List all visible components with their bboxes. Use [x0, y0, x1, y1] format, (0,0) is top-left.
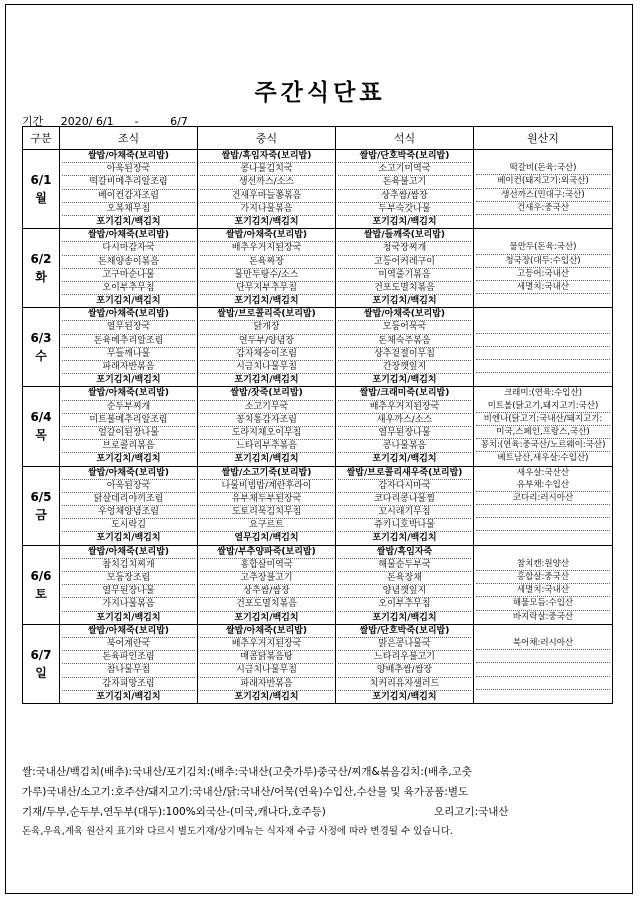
lunch-item: 포기김치/백김치: [234, 691, 299, 702]
lunch-item: 생선까스/소스: [200, 176, 333, 189]
breakfast-item: 포기김치/백김치: [96, 375, 161, 386]
day-date: 6/5: [30, 489, 52, 504]
lunch-item: 배추우거지된장국: [200, 242, 333, 255]
origin-item: [476, 320, 610, 333]
day-weekday: 수: [35, 349, 47, 364]
breakfast-item: 쌀밥/아채죽(보리밥): [62, 387, 195, 400]
lunch-item: 홍합살미역국: [200, 559, 333, 572]
lunch-item: 쌀밥/부추양파죽(보리밥): [200, 546, 333, 559]
dinner-item: 치커리유자샐러드: [338, 678, 471, 691]
dinner-item: 소고기미역국: [338, 163, 471, 176]
dinner-cell: [336, 150, 474, 229]
period-label: 기간: [22, 115, 44, 128]
day-label-cell: [23, 466, 60, 545]
origin-item: [476, 294, 610, 306]
lunch-item: 시금치나물무침: [200, 361, 333, 374]
origin-item: 비엔나(닭고기:국내산/돼지고기:: [476, 413, 610, 426]
breakfast-item: 감자피망조림: [62, 678, 195, 691]
header-dinner: 석식: [336, 127, 474, 150]
day-date: 6/3: [30, 331, 52, 346]
dinner-item: 포기김치/백김치: [372, 533, 437, 544]
breakfast-item: 가지나물볶음: [62, 598, 195, 611]
dinner-item: 청국장찌개: [338, 242, 471, 255]
origin-item: 미국,스페인,프랑스,국산): [476, 426, 610, 439]
page-title: 주간식단표: [254, 80, 386, 106]
day-date: 6/7: [30, 647, 52, 662]
origin-item: 건새우:중국산: [476, 202, 610, 215]
dinner-item: 모둠어묵국: [338, 321, 471, 334]
lunch-item: 쌀밥/잣죽(보리밥): [200, 387, 333, 400]
lunch-item: 가지나물볶음: [200, 203, 333, 216]
breakfast-item: 쌀밥/아채죽(보리밥): [62, 546, 195, 559]
lunch-item: 감자채숭이조림: [200, 348, 333, 361]
breakfast-item: 열무된장국: [62, 321, 195, 334]
header-row: [23, 127, 613, 150]
lunch-item: 소고기무국: [200, 401, 333, 414]
origin-cell: [474, 308, 613, 387]
day-row: [23, 150, 613, 229]
breakfast-item: 참치김치찌개: [62, 559, 195, 572]
day-row: [23, 229, 613, 308]
day-row: [23, 308, 613, 387]
breakfast-item: 떡갈비메추리알조림: [62, 176, 195, 189]
origin-item: [476, 347, 610, 360]
period-start: 2020/ 6/1: [60, 115, 114, 128]
dinner-cell: [336, 466, 474, 545]
breakfast-item: 포기김치/백김치: [96, 612, 161, 623]
breakfast-item: 돈채양송이볶음: [62, 256, 195, 269]
breakfast-item: 베이컨감자조림: [62, 190, 195, 203]
lunch-item: 콩나물김치국: [200, 163, 333, 176]
origin-item: 홍합살:중국산: [476, 571, 610, 584]
lunch-item: 돈육짜장: [200, 256, 333, 269]
lunch-cell: [198, 624, 336, 703]
dinner-item: 코다리콩나물찜: [338, 493, 471, 506]
lunch-item: 상추쌈/쌈장: [200, 585, 333, 598]
origin-item: [476, 360, 610, 373]
day-row: [23, 387, 613, 466]
dinner-item: 돈육장채: [338, 572, 471, 585]
breakfast-cell: [60, 466, 198, 545]
breakfast-item: 돈육메추리알조림: [62, 335, 195, 348]
dinner-item: 쌀밥/아채죽(보리밥): [338, 308, 471, 321]
breakfast-item: 닭살데리야끼조림: [62, 493, 195, 506]
lunch-item: 물만두탕수/소스: [200, 269, 333, 282]
dinner-item: 열무된장나물: [338, 427, 471, 440]
dinner-item: 포기김치/백김치: [372, 296, 437, 307]
breakfast-item: 포기김치/백김치: [96, 296, 161, 307]
origin-cell: [474, 624, 613, 703]
origin-item: [476, 663, 610, 676]
dinner-item: 쌀밥/단호박죽(보리밥): [338, 150, 471, 163]
footer-line-2: 가루)국내산/소고기:호주산/돼지고기:국내산/닭:국내산/어묵(연육)수입산,수산물 및 육가공품:별도: [22, 786, 469, 798]
lunch-item: 연두부/양념장: [200, 335, 333, 348]
origin-item: [476, 308, 610, 320]
dinner-item: 상추쌈/쌈장: [338, 190, 471, 203]
header-origin: 원산지: [474, 127, 613, 150]
lunch-item: 배추우거지된장국: [200, 638, 333, 651]
breakfast-item: 고구마순나물: [62, 269, 195, 282]
lunch-item: 포기김치/백김치: [234, 454, 299, 465]
menu-table: [22, 126, 613, 704]
origin-item: [476, 215, 610, 227]
dinner-item: 돈채숙주볶음: [338, 335, 471, 348]
breakfast-item: 파래자반볶음: [62, 361, 195, 374]
origin-item: [476, 373, 610, 385]
lunch-item: 포기김치/백김치: [234, 612, 299, 623]
lunch-cell: [198, 466, 336, 545]
origin-item: 베트남산,새우살:수입산): [497, 453, 589, 464]
breakfast-cell: [60, 624, 198, 703]
day-date: 6/4: [30, 410, 52, 425]
day-label-cell: [23, 150, 60, 229]
origin-item: 꽁치:(연육:중국산/노르웨이:국산): [476, 439, 610, 452]
origin-item: 베이컨(돼지고기:외국산): [476, 175, 610, 188]
breakfast-item: 오이부추무침: [62, 282, 195, 295]
lunch-item: 고추장불고기: [200, 572, 333, 585]
day-date: 6/2: [30, 252, 52, 267]
breakfast-cell: [60, 308, 198, 387]
dinner-item: 쌀밥/크래미죽(보리밥): [338, 387, 471, 400]
breakfast-cell: [60, 229, 198, 308]
lunch-item: 쌀밥/흑임자죽(보리밥): [200, 150, 333, 163]
dinner-item: 감자다시마국: [338, 480, 471, 493]
lunch-item: 도토리묵김치무침: [200, 506, 333, 519]
lunch-item: 포기김치/백김치: [234, 216, 299, 227]
header-category: 구분: [23, 127, 60, 150]
breakfast-item: 포기김치/백김치: [96, 533, 161, 544]
breakfast-cell: [60, 545, 198, 624]
origin-item: 고등어:국내산: [476, 268, 610, 281]
breakfast-item: 다시마감자국: [62, 242, 195, 255]
lunch-item: 열무김치/백김치: [234, 533, 299, 544]
lunch-item: 건포도멸치볶음: [200, 598, 333, 611]
breakfast-item: 오복채무침: [62, 203, 195, 216]
dinner-item: 건포도멸치볶음: [338, 282, 471, 295]
breakfast-item: 포기김치/백김치: [96, 454, 161, 465]
dinner-item: 포기김치/백김치: [372, 612, 437, 623]
day-label-cell: [23, 624, 60, 703]
footer-line-3: [22, 802, 622, 822]
breakfast-item: 쌀밥/아채죽(보리밥): [62, 625, 195, 638]
origin-item: 세멸치:국내산: [476, 281, 610, 294]
breakfast-cell: [60, 150, 198, 229]
origin-item: [476, 334, 610, 347]
breakfast-item: 쌀밥/아채죽(보리밥): [62, 308, 195, 321]
dinner-item: 오이부추무침: [338, 598, 471, 611]
dinner-item: 맑은콩나물국: [338, 638, 471, 651]
day-weekday: 금: [35, 507, 47, 522]
lunch-item: 나물비빔밥/계란후라이: [200, 480, 333, 493]
header-lunch: 중식: [198, 127, 336, 150]
day-row: [23, 624, 613, 703]
footer-line-1: 쌀:국내산/백김치(배추):국내산/포기김치:(배추:국내산(고춧가루)중국산/찌개&볶음김치:(배추,고춧: [22, 766, 472, 778]
day-date: 6/1: [30, 173, 52, 188]
breakfast-item: 모둠장조림: [62, 572, 195, 585]
dinner-item: 느타리우불고기: [338, 651, 471, 664]
lunch-cell: [198, 387, 336, 466]
origin-item: 새우살:국산산: [516, 467, 570, 478]
dinner-item: 포기김치/백김치: [372, 454, 437, 465]
breakfast-item: 북어계란국: [62, 638, 195, 651]
dinner-item: 쌀밥/흑임자죽: [338, 546, 471, 559]
breakfast-item: 우엉채양념조림: [62, 506, 195, 519]
origin-cell: [474, 466, 613, 545]
lunch-item: 꽁치통감자조림: [200, 414, 333, 427]
day-row: [23, 466, 613, 545]
origin-item: 바지락살:중국산: [512, 611, 574, 622]
day-weekday: 일: [35, 665, 47, 680]
lunch-item: 도라지채오이무침: [200, 427, 333, 440]
origin-item: [476, 505, 610, 518]
dinner-item: 콩나물볶음: [338, 440, 471, 453]
dinner-item: 쌀밥/단호박죽(보리밥): [338, 625, 471, 638]
dinner-item: 고등어커레구이: [338, 256, 471, 269]
breakfast-item: 쌀밥/아채죽(보리밥): [62, 229, 195, 242]
dinner-item: 꼬시래기무침: [338, 506, 471, 519]
lunch-item: 요구르트: [200, 519, 333, 532]
lunch-item: 포기김치/백김치: [234, 375, 299, 386]
origin-item: 참치캔:원양산: [476, 558, 610, 571]
origin-item: [476, 229, 610, 241]
footer-line-3-text: 기재/두부,순두부,연두부(대두):100%외국산-(미국,캐나다,호주등): [22, 806, 326, 818]
dinner-item: 해물순두부국: [338, 559, 471, 572]
dinner-cell: [336, 229, 474, 308]
footer-line-4: 돈육,우육,계육 원산지 표기와 다르시 별도기재/상기메뉴는 식자재 수급 사정에 따라 변경될 수 있습니다.: [22, 826, 453, 837]
lunch-item: 쌀밥/브로콜리죽(보리밥): [200, 308, 333, 321]
breakfast-item: 도시락김: [62, 519, 195, 532]
origin-item: [476, 625, 610, 637]
origin-item: [476, 690, 610, 702]
lunch-item: 건새우마늘쫑볶음: [200, 190, 333, 203]
day-weekday: 월: [35, 191, 47, 206]
breakfast-item: 쌀밥/아채죽(보리밥): [62, 467, 195, 480]
dinner-item: 쌀밥/들깨죽(보리밥): [338, 229, 471, 242]
dinner-cell: [336, 545, 474, 624]
lunch-cell: [198, 150, 336, 229]
origin-item: 유부채:수입산: [476, 479, 610, 492]
lunch-item: 포기김치/백김치: [234, 296, 299, 307]
lunch-item: 단무지부추무침: [200, 282, 333, 295]
lunch-item: 시금치나물무침: [200, 664, 333, 677]
breakfast-item: 아욱된장국: [62, 163, 195, 176]
origin-item: 해물모듬:수입산: [476, 597, 610, 610]
dinner-cell: [336, 308, 474, 387]
breakfast-item: 포기김치/백김치: [96, 216, 161, 227]
origin-item: [476, 546, 610, 558]
day-weekday: 목: [35, 428, 47, 443]
origin-cell: [474, 150, 613, 229]
breakfast-item: 쌀밥/아채죽(보리밥): [62, 150, 195, 163]
day-weekday: 토: [35, 586, 47, 601]
day-label-cell: [23, 545, 60, 624]
origin-item: 청국장(대두:수입산): [476, 255, 610, 268]
breakfast-cell: [60, 387, 198, 466]
day-label-cell: [23, 308, 60, 387]
breakfast-item: 무들깨나물: [62, 348, 195, 361]
lunch-item: 쌀밥/아채죽(보리밥): [200, 625, 333, 638]
origin-item: 세멸치:국내산: [476, 584, 610, 597]
lunch-cell: [198, 308, 336, 387]
origin-item: [476, 150, 610, 162]
dinner-item: 포기김치/백김치: [372, 691, 437, 702]
origin-item: [476, 677, 610, 690]
origin-item: 물만두(돈육:국산): [476, 241, 610, 254]
origin-item: [476, 650, 610, 663]
lunch-item: 닭개장: [200, 321, 333, 334]
dinner-item: 두부숙갓나물: [338, 203, 471, 216]
origin-cell: [474, 387, 613, 466]
breakfast-item: 아욱된장국: [62, 480, 195, 493]
lunch-item: 쌀밥/소고기죽(보리밥): [200, 467, 333, 480]
origin-item: [476, 531, 610, 543]
lunch-cell: [198, 545, 336, 624]
origin-cell: [474, 229, 613, 308]
period-separator: -: [134, 115, 139, 128]
footer-line-3-right: 오리고기:국내산: [434, 806, 509, 818]
day-row: [23, 545, 613, 624]
lunch-item: 쌀밥/아채죽(보리밥): [200, 229, 333, 242]
header-breakfast: 조식: [60, 127, 198, 150]
day-date: 6/6: [30, 568, 52, 583]
origin-item: 떡갈비(돈육:국산): [476, 162, 610, 175]
dinner-cell: [336, 387, 474, 466]
origin-item: [476, 518, 610, 531]
day-label-cell: [23, 229, 60, 308]
dinner-item: 새우까스/소스: [338, 414, 471, 427]
day-label-cell: [23, 387, 60, 466]
dinner-item: 쌀밥/브로콜리새우죽(보리밥): [338, 467, 471, 480]
origin-item: 미트볼(닭고기,돼지고기:국산): [476, 400, 610, 413]
dinner-item: 상추겉절이무침: [338, 348, 471, 361]
breakfast-item: 포기김치/백김치: [96, 691, 161, 702]
dinner-item: 포기김치/백김치: [372, 216, 437, 227]
breakfast-item: 열무된장나물: [62, 585, 195, 598]
breakfast-item: 미트볼메추리알조림: [62, 414, 195, 427]
origin-item: 크래미:(연육:수입산): [503, 388, 583, 399]
breakfast-item: 브로콜리볶음: [62, 440, 195, 453]
breakfast-item: 참나물무침: [62, 664, 195, 677]
day-weekday: 화: [35, 270, 47, 285]
dinner-item: 포기김치/백김치: [372, 375, 437, 386]
lunch-item: 매콤닭볶음탕: [200, 651, 333, 664]
period-end: 6/7: [170, 115, 188, 128]
dinner-item: 양념깻잎지: [338, 585, 471, 598]
origin-item: 생선까스(민대구:국산): [476, 189, 610, 202]
breakfast-item: 돈육파인조림: [62, 651, 195, 664]
origin-item: 북어채:러시아산: [476, 637, 610, 650]
dinner-cell: [336, 624, 474, 703]
lunch-item: 파래자반볶음: [200, 678, 333, 691]
origin-item: 코다리:러시아산: [476, 492, 610, 505]
lunch-item: 유부채두부된장국: [200, 493, 333, 506]
dinner-item: 미역줄기볶음: [338, 269, 471, 282]
dinner-item: 배추우거지된장국: [338, 401, 471, 414]
breakfast-item: 얼갈이된장나물: [62, 427, 195, 440]
dinner-item: 돈육불고기: [338, 176, 471, 189]
lunch-cell: [198, 229, 336, 308]
footer-notes: [22, 762, 622, 842]
lunch-item: 느타리부추볶음: [200, 440, 333, 453]
dinner-item: 간장깻잎지: [338, 361, 471, 374]
origin-cell: [474, 545, 613, 624]
breakfast-item: 순두부찌개: [62, 401, 195, 414]
dinner-item: 쥬키니호박나물: [338, 519, 471, 532]
dinner-item: 양배추쌈/쌈장: [338, 664, 471, 677]
